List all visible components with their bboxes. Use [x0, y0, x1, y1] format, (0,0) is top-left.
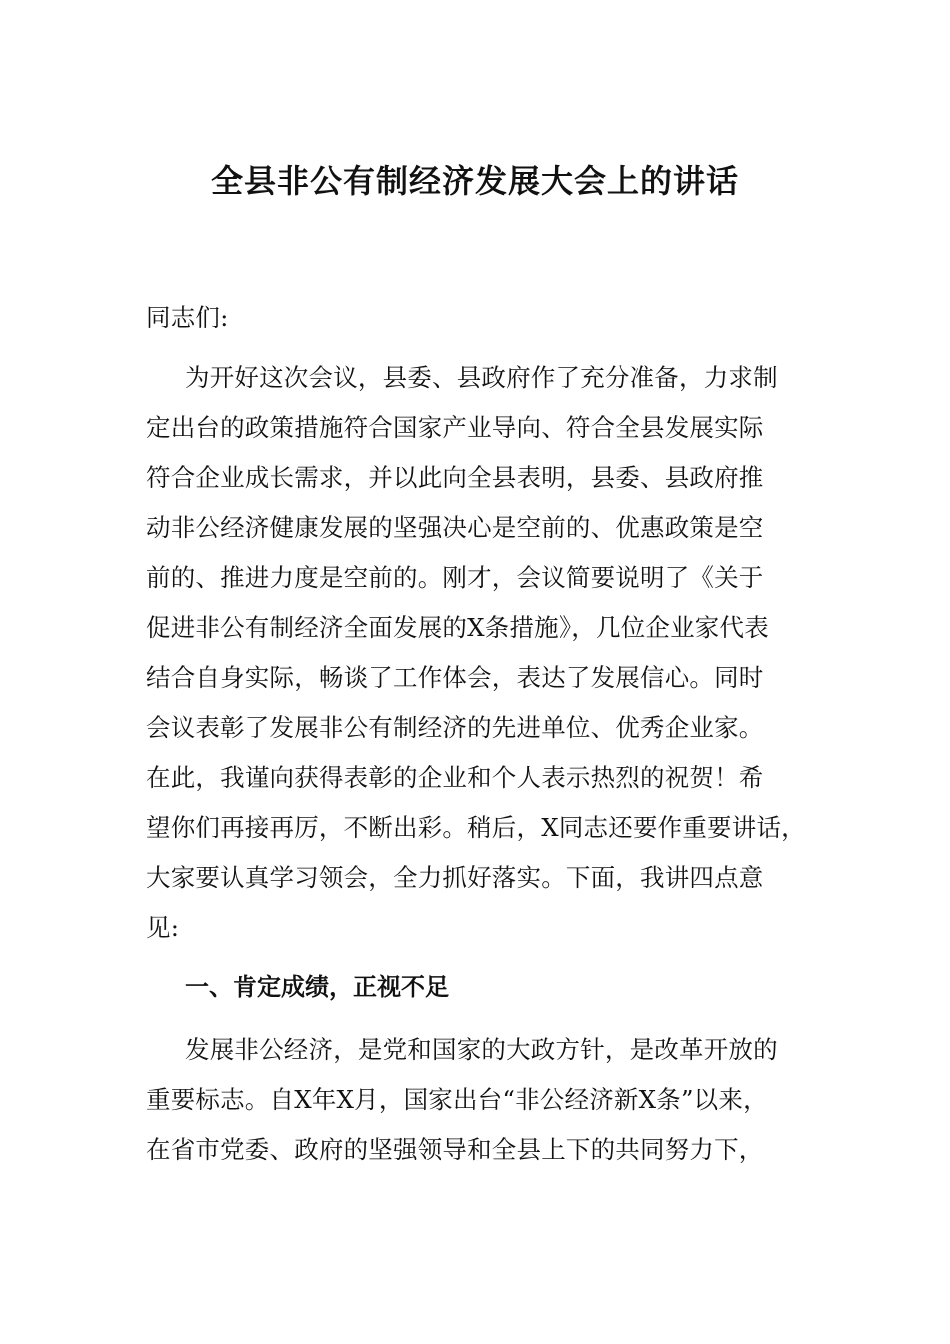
document-title: 全县非公有制经济发展大会上的讲话 [210, 162, 739, 200]
paragraph-line: 定出台的政策措施符合国家产业导向、符合全县发展实际 [146, 413, 764, 442]
paragraph-line: 促进非公有制经济全面发展的X条措施》，几位企业家代表 [146, 613, 769, 642]
paragraph-line: 结合自身实际，畅谈了工作体会，表达了发展信心。同时 [146, 663, 764, 692]
paragraph-line: 重要标志。自X年X月，国家出台“非公经济新X条”以来， [146, 1085, 768, 1114]
paragraph-line: 会议表彰了发展非公有制经济的先进单位、优秀企业家。 [146, 713, 764, 742]
salutation: 同志们: [146, 303, 229, 332]
paragraph-line: 见: [146, 913, 180, 942]
paragraph-line: 在此，我谨向获得表彰的企业和个人表示热烈的祝贺！希 [146, 763, 764, 792]
paragraph-line: 符合企业成长需求，并以此向全县表明，县委、县政府推 [146, 463, 764, 492]
paragraph-line: 望你们再接再厉，不断出彩。稍后，X同志还要作重要讲话， [146, 813, 806, 842]
paragraph-line: 为开好这次会议，县委、县政府作了充分准备，力求制 [185, 363, 778, 392]
paragraph-line: 前的、推进力度是空前的。刚才，会议简要说明了《关于 [146, 563, 764, 592]
section-heading-1: 一、肯定成绩，正视不足 [185, 973, 449, 1001]
paragraph-line: 在省市党委、政府的坚强领导和全县上下的共同努力下， [146, 1135, 764, 1164]
paragraph-line: 动非公经济健康发展的坚强决心是空前的、优惠政策是空 [146, 513, 764, 542]
paragraph-line: 发展非公经济，是党和国家的大政方针，是改革开放的 [185, 1035, 778, 1064]
paragraph-line: 大家要认真学习领会，全力抓好落实。下面，我讲四点意 [146, 863, 764, 892]
